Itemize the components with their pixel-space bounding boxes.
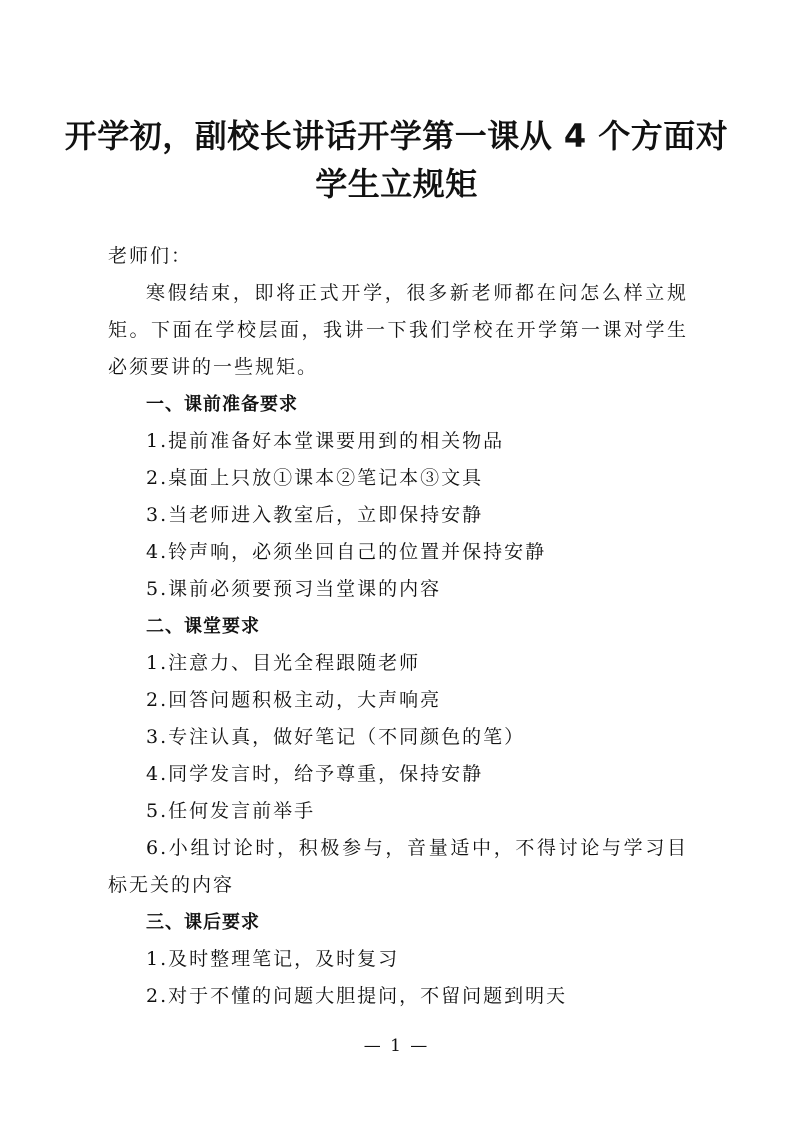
section-pre-class (108, 386, 688, 608)
salutation: 老师们： (108, 245, 193, 267)
list-item: 1.及时整理笔记，及时复习 (146, 948, 400, 970)
list-item: 5.任何发言前举手 (146, 800, 316, 822)
section-heading: 二、课堂要求 (146, 616, 260, 637)
section-after-class (108, 904, 688, 1015)
section-heading: 三、课后要求 (146, 912, 260, 933)
list-item: 2.桌面上只放①课本②笔记本③文具 (146, 467, 484, 489)
intro-paragraph: 寒假结束，即将正式开学，很多新老师都在问怎么样立规矩。下面在学校层面，我讲一下我们学校在开学第一课对学生必须要讲的一些规矩。 (108, 282, 688, 378)
section-heading: 一、课前准备要求 (146, 394, 298, 415)
list-item: 5.课前必须要预习当堂课的内容 (146, 578, 442, 600)
list-item: 3.专注认真，做好笔记（不同颜色的笔） (146, 726, 526, 748)
list-item: 4.同学发言时，给予尊重，保持安静 (146, 763, 484, 785)
list-item: 1.提前准备好本堂课要用到的相关物品 (146, 430, 505, 452)
list-item: 3.当老师进入教室后，立即保持安静 (146, 504, 484, 526)
list-item: 4.铃声响，必须坐回自己的位置并保持安静 (146, 541, 547, 563)
page-number: — 1 — (363, 1036, 430, 1056)
list-item: 2.对于不懂的问题大胆提问，不留问题到明天 (146, 985, 568, 1007)
list-item: 2.回答问题积极主动，大声响亮 (146, 689, 442, 711)
document-body (108, 238, 688, 1015)
document-title: 开学初，副校长讲话开学第一课从 4 个方面对学生立规矩 (64, 117, 729, 203)
list-item: 6.小组讨论时，积极参与，音量适中，不得讨论与学习目标无关的内容 (108, 837, 688, 896)
list-item: 1.注意力、目光全程跟随老师 (146, 652, 421, 674)
section-in-class (108, 608, 688, 904)
